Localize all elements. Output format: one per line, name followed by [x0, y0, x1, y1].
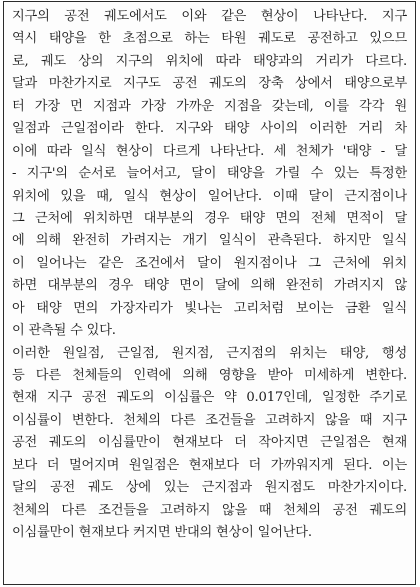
text-line: 하면 대부분의 경우 태양 면이 달에 의해 완전히 가려지지 않: [12, 278, 407, 294]
paragraph-1: [12, 6, 407, 343]
paragraph-2: [12, 343, 407, 545]
text-line: 터 가장 먼 지점과 가장 가까운 지점을 갖는데, 이를 각각 원: [12, 98, 407, 114]
text-line: 아 태양 면의 가장자리가 빛나는 고리처럼 보이는 금환 일식: [12, 300, 407, 316]
text-line: 이심률이 변한다. 천체의 다른 조건들을 고려하지 않을 때 지구: [12, 412, 407, 428]
document-page: [3, 1, 416, 585]
text-line: 이 관측될 수 있다.: [12, 323, 116, 339]
text-line: 이 일어나는 같은 조건에서 달이 원지점이나 그 근처에 위치: [12, 255, 407, 271]
text-line: 위치에 있을 때, 일식 현상이 일어난다. 이때 달이 근지점이나: [12, 188, 407, 204]
text-line: 등 다른 천체들의 인력에 의해 영향을 받아 미세하게 변한다.: [12, 368, 407, 383]
text-line: 공전 궤도의 이심률만이 현재보다 더 작아지면 근일점은 현재: [12, 435, 407, 451]
text-line: 지구의 공전 궤도에서도 이와 같은 현상이 나타난다. 지구: [12, 9, 407, 24]
text-line: 로, 궤도 상의 지구의 위치에 따라 태양과의 거리가 다르다.: [12, 53, 407, 69]
text-line: 달과 마찬가지로 지구도 공전 궤도의 장축 상에서 태양으로부: [12, 76, 407, 92]
text-line: 그 근처에 위치하면 대부분의 경우 태양 면의 전체 면적이 달: [12, 210, 407, 226]
text-line: 이러한 원일점, 근일점, 원지점, 근지점의 위치는 태양, 행성: [12, 345, 407, 361]
text-line: 이에 따라 일식 현상이 다르게 나타난다. 세 천체가 '태양 - 달: [12, 143, 407, 159]
text-line: 보다 더 멀어지며 원일점은 현재보다 더 가까워지게 된다. 이는: [12, 457, 407, 473]
text-line: 천체의 다른 조건들을 고려하지 않을 때 천체의 공전 궤도의: [12, 502, 407, 518]
text-line: 에 의해 완전히 가려지는 개기 일식이 관측된다. 하지만 일식: [12, 233, 407, 249]
text-line: 역시 태양을 한 초점으로 하는 타원 궤도로 공전하고 있으므: [12, 31, 407, 47]
text-line: 달의 공전 궤도 상에 있는 근지점과 원지점도 마찬가지이다.: [12, 480, 407, 496]
text-line: 일점과 근일점이라 한다. 지구와 태양 사이의 이러한 거리 차: [12, 121, 407, 137]
text-line: - 지구'의 순서로 늘어서고, 달이 태양을 가릴 수 있는 특정한: [12, 166, 407, 182]
text-line: 이심률만이 현재보다 커지면 반대의 현상이 일어난다.: [12, 525, 312, 541]
text-line: 현재 지구 공전 궤도의 이심률은 약 0.017인데, 일정한 주기로: [12, 390, 407, 406]
